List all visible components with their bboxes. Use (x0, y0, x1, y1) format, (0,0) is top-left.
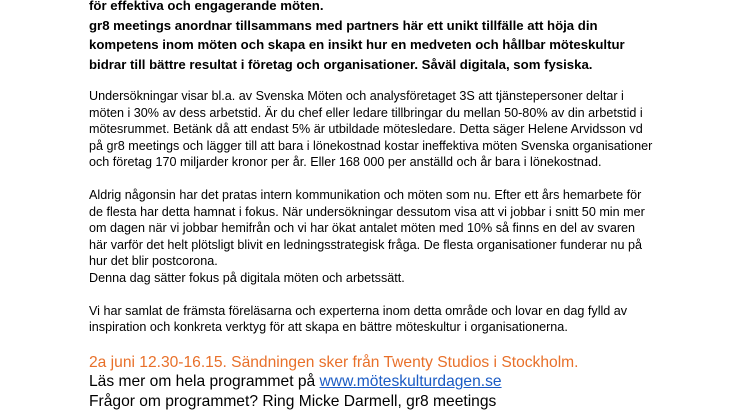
intro-line: gr8 meetings anordnar tillsammans med partners här ett unikt tillfälle att höja din (89, 17, 598, 33)
intro-line: kompetens inom möten och skapa en insikt hur en medveten och hållbar möteskultur (89, 37, 625, 52)
intro-bold-block (89, 0, 729, 74)
paragraph-line: Aldrig någonsin har det pratas intern kommunikation och möten som nu. Efter ett års hemarbete för (89, 187, 642, 202)
paragraph-line: möten i 30% av dess arbetstid. Är du chef eller ledare tillbringar du mellan 50-80% av din arbetstid i (89, 105, 643, 120)
paragraph-line: på gr8 meetings och lägger till att bara i lönekostnad kostar ineffektiva möten Svenska organisationer (89, 138, 653, 153)
paragraph-line: och företag 170 miljarder kronor per år. Eller 168 000 per anställd och år bara i lönekostnad. (89, 155, 602, 170)
intro-line: bidrar till bättre resultat i företag och organisationer. Såväl digitala, som fysiska. (89, 56, 593, 72)
program-prefix: Läs mer om hela programmet på (89, 373, 320, 391)
paragraph-line: om dagen när vi jobbar hemifrån och vi har ökat antalet möten med 10% så finns en del av svaren (89, 221, 636, 236)
paragraph-line: Undersökningar visar bl.a. av Svenska Möten och analysföretaget 3S att tjänstepersoner deltar i (89, 89, 624, 103)
intro-line: för effektiva och engagerande möten. (89, 0, 324, 13)
paragraph-line: inspiration och konkreta verktyg för att skapa en bättre möteskultur i organisationerna. (89, 320, 568, 335)
paragraph-line: hur det blir postcorona. (89, 254, 218, 269)
program-link[interactable]: www.möteskulturdagen.se (319, 373, 502, 391)
event-date-line: 2a juni 12.30-16.15. Sändningen sker från Twenty Studios i Stockholm. (89, 353, 579, 371)
paragraph-line: Denna dag sätter fokus på digitala möten och arbetssätt. (89, 270, 405, 285)
document-page (89, 0, 729, 411)
paragraph-speakers (89, 303, 729, 336)
paragraph-line: här varför det helt plötsligt blivit en ledningsstrategisk fråga. De flesta organisationer funderar nu på (89, 237, 643, 252)
questions-line: Frågor om programmet? Ring Micke Darmell, gr8 meetings (89, 392, 497, 410)
paragraph-research (89, 88, 729, 171)
paragraph-line: mötesrummet. Betänk då att endast 5% är utbildade mötesledare. Detta säger Helene Arvidsson vd (89, 122, 643, 137)
program-line (89, 372, 729, 392)
paragraph-communication (89, 187, 729, 287)
paragraph-line: de flesta har detta hamnat i fokus. När undersökningar dessutom visa att vi jobbar i snitt 50 min mer (89, 204, 645, 219)
paragraph-line: Vi har samlat de främsta föreläsarna och experterna inom detta område och lovar en dag fylld av (89, 303, 628, 318)
